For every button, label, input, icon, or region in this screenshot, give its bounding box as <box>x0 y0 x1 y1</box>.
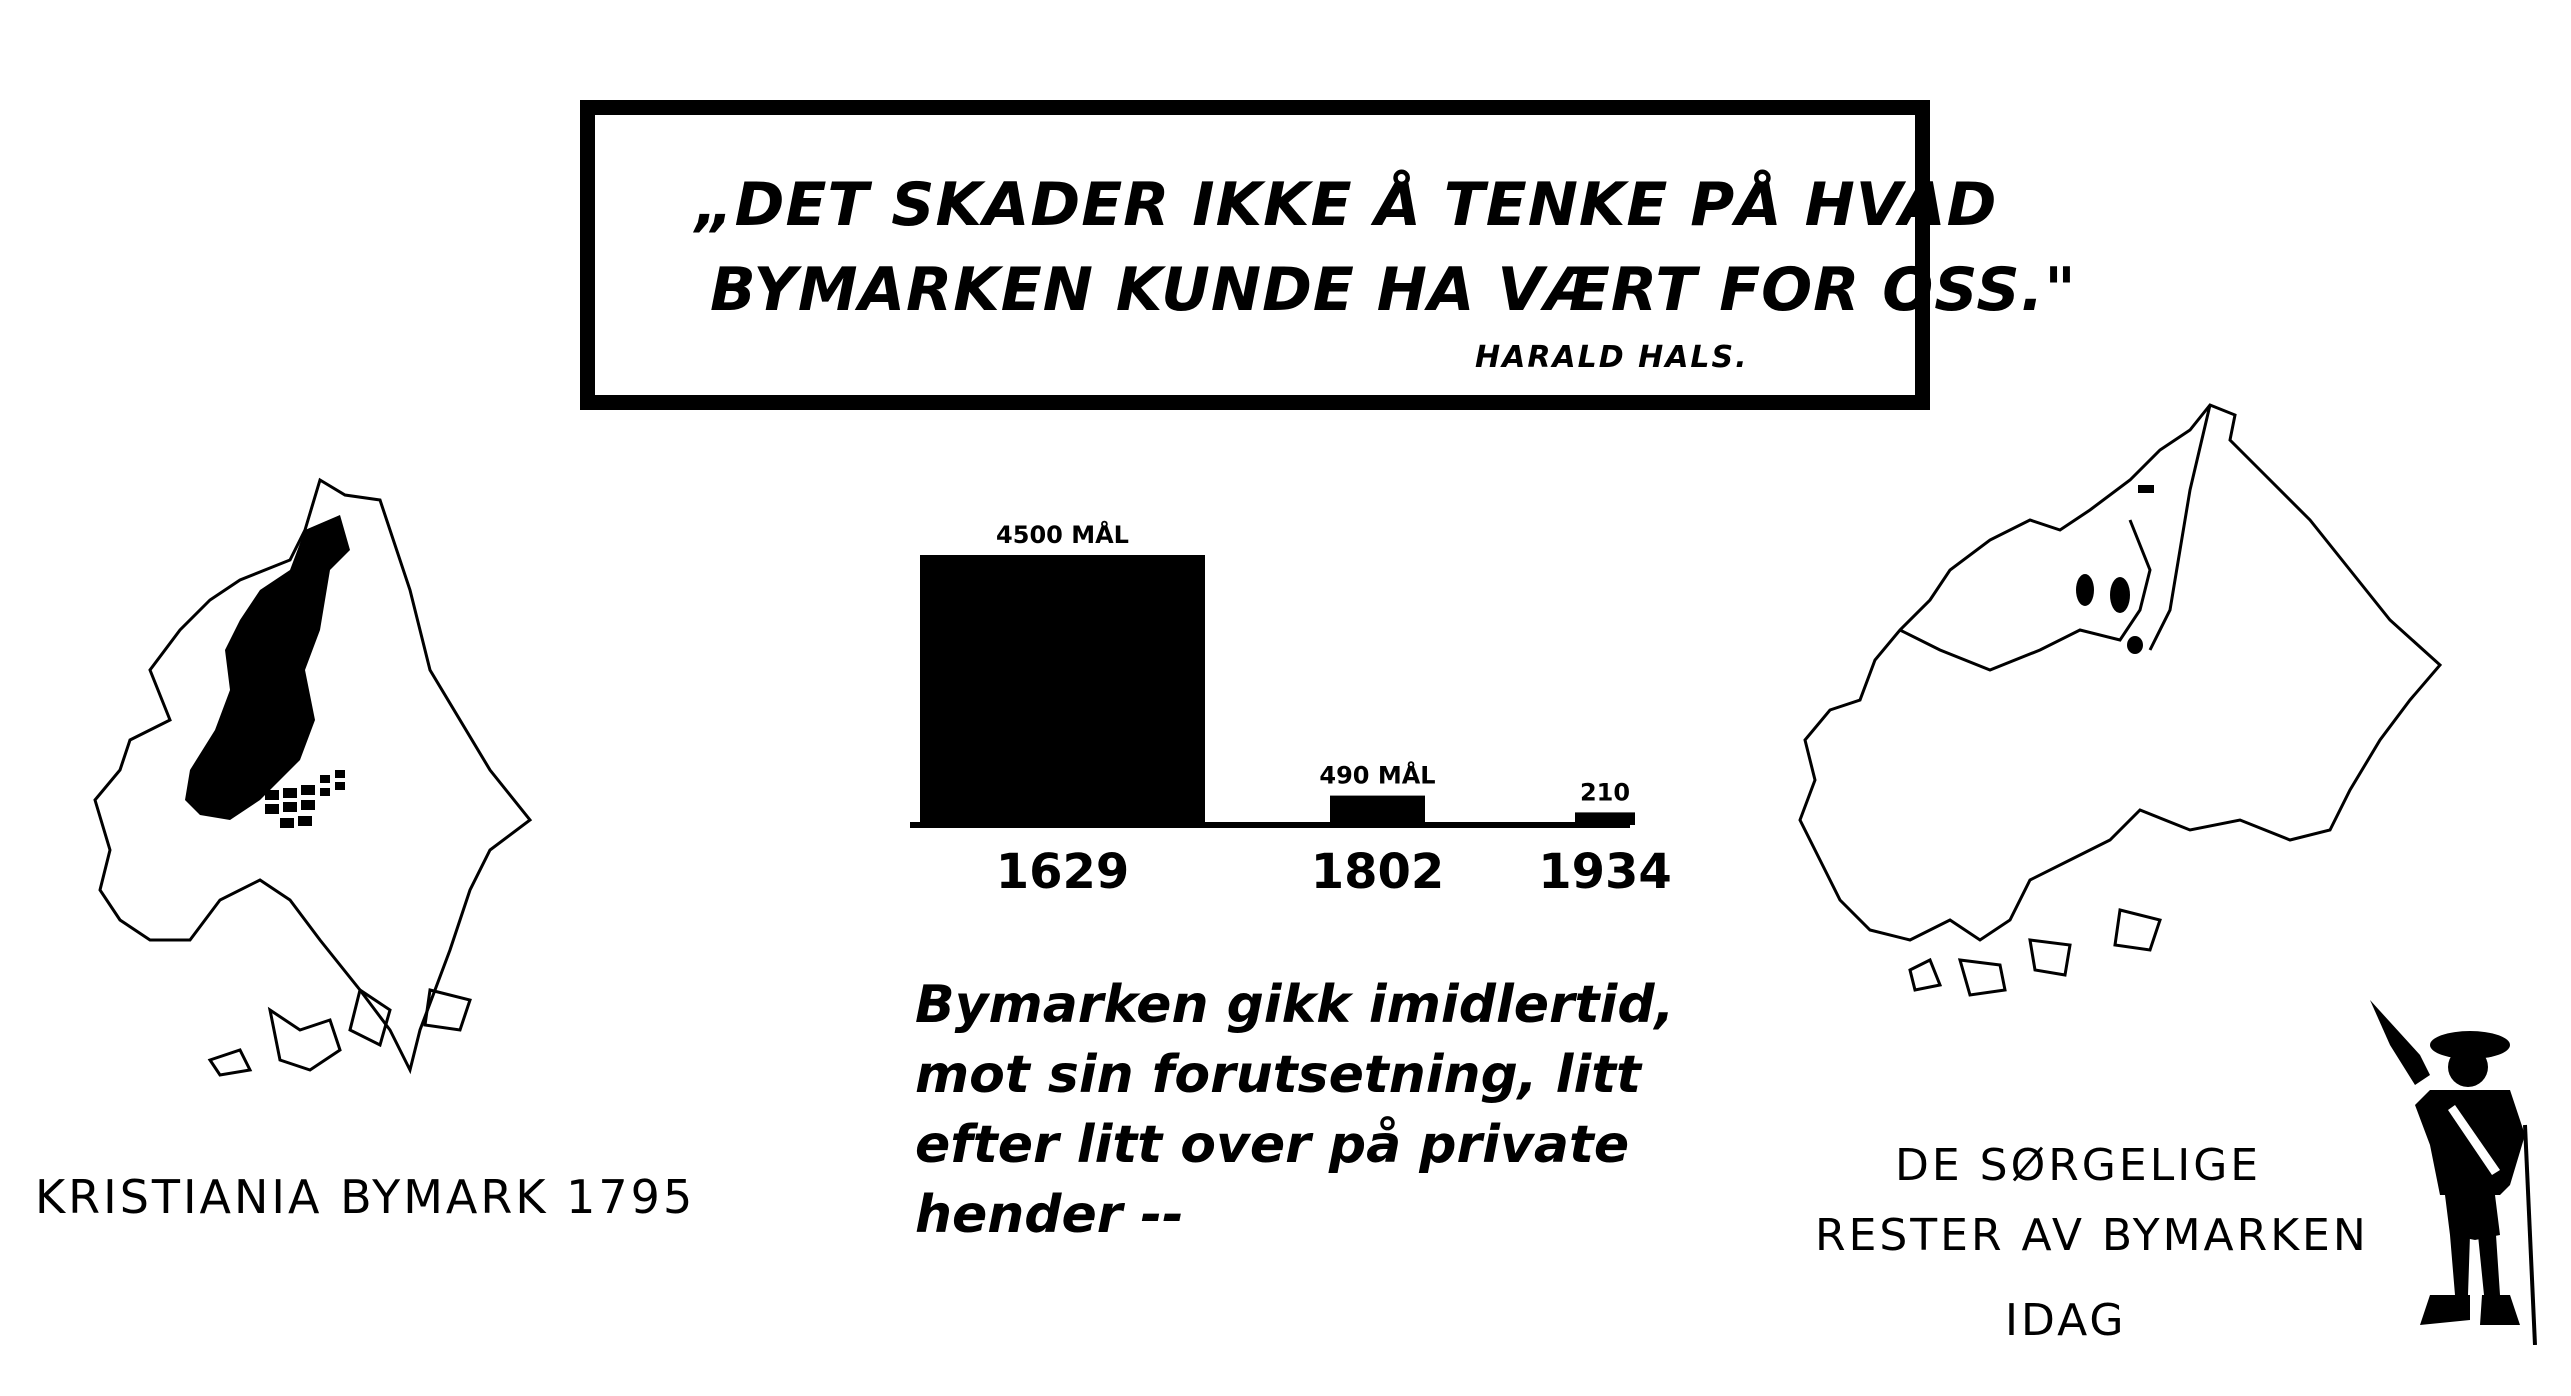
quote-line-1: „DET SKADER IKKE Å TENKE PÅ HVAD <box>695 170 1998 240</box>
category-label-1629: 1629 <box>995 844 1130 900</box>
musketeer-figure-icon <box>2360 995 2550 1345</box>
bymark-area-chart <box>880 500 1700 920</box>
category-label-1802: 1802 <box>1310 844 1445 900</box>
note-line-4: hender -- <box>915 1185 1184 1245</box>
bar-label-1802: 490 MÅL <box>1319 761 1436 790</box>
bar-label-1934: 210 <box>1579 778 1631 807</box>
caption-right-line-1: DE SØRGELIGE <box>1895 1140 2262 1191</box>
quote-author: HARALD HALS. <box>1475 340 1749 375</box>
note-line-1: Bymarken gikk imidlertid, <box>915 975 1675 1035</box>
quote-line-2: BYMARKEN KUNDE HA VÆRT FOR OSS." <box>710 255 2077 325</box>
note-line-2: mot sin forutsetning, litt <box>915 1045 1642 1105</box>
caption-kristiania-bymark-1795: KRISTIANIA BYMARK 1795 <box>35 1170 696 1224</box>
bar-label-1629: 4500 MÅL <box>996 521 1129 549</box>
map-kristiania-1795 <box>90 470 740 1080</box>
note-line-3: efter litt over på private <box>915 1115 1630 1175</box>
bar-1629 <box>920 555 1205 825</box>
caption-right-line-2: RESTER AV BYMARKEN <box>1815 1210 2369 1261</box>
category-label-1934: 1934 <box>1538 844 1672 900</box>
map-right-outline-icon <box>1800 405 2440 940</box>
caption-right-line-3: IDAG <box>2005 1295 2127 1346</box>
map-bymark-today <box>1790 400 2460 1020</box>
map-left-bymark-area <box>185 515 350 820</box>
quote-box <box>580 100 2077 410</box>
bar-1802 <box>1330 796 1425 825</box>
map-right-lines <box>1900 405 2210 670</box>
bar-1934 <box>1575 812 1635 825</box>
